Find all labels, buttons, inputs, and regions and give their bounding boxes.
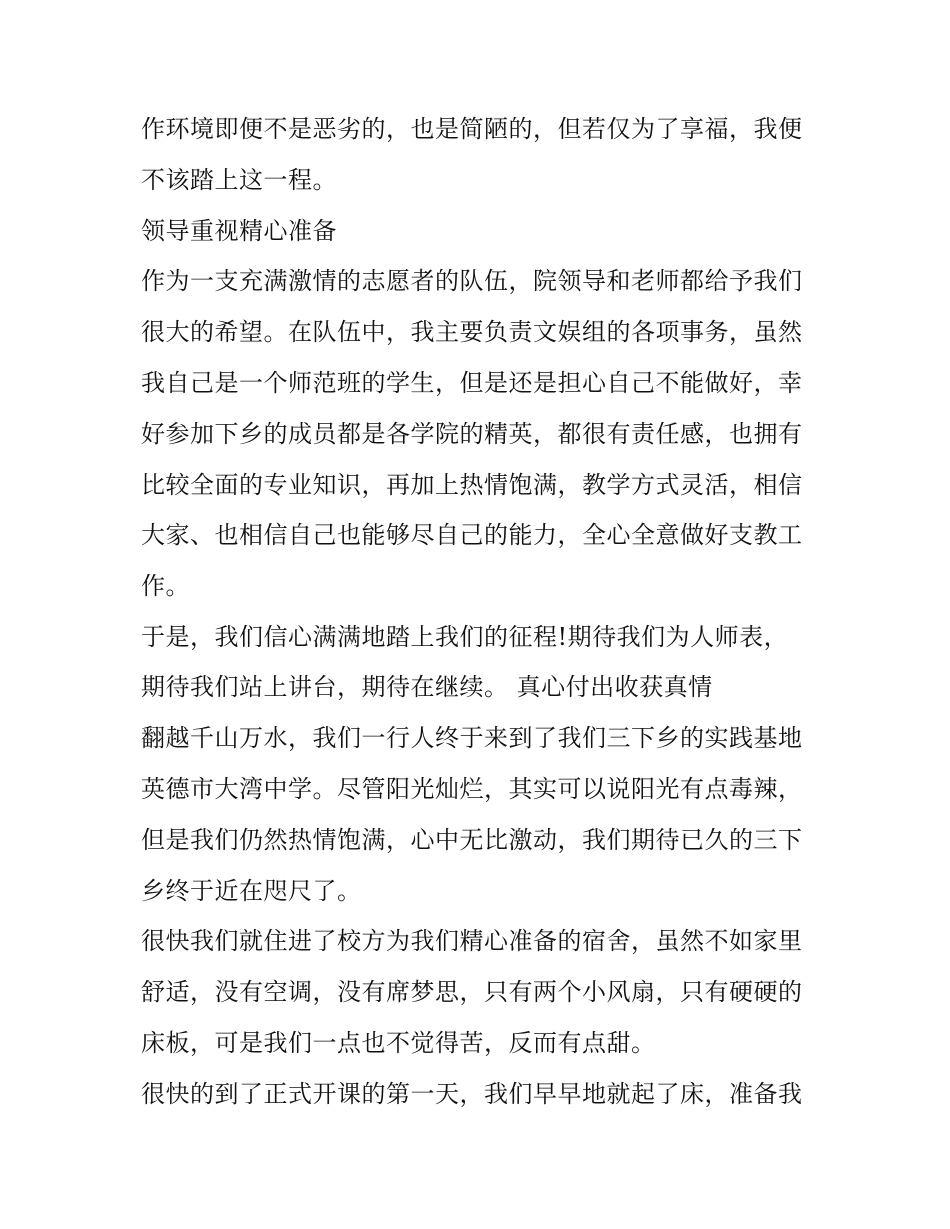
text-line: 于是，我们信心满满地踏上我们的征程!期待我们为人师表， [141,623,789,651]
text-line: 我自己是一个师范班的学生，但是还是担心自己不能做好，幸 [141,369,803,397]
text-line: 翻越千山万水，我们一行人终于来到了我们三下乡的实践基地 [141,724,803,752]
text-line: 作为一支充满激情的志愿者的队伍，院领导和老师都给予我们 [141,267,803,295]
text-line: 舒适，没有空调，没有席梦思，只有两个小风扇，只有硬硬的 [141,978,803,1006]
text-line: 期待我们站上讲台，期待在继续。 真心付出收获真情 [141,673,713,701]
text-line: 床板，可是我们一点也不觉得苦，反而有点甜。 [141,1029,656,1057]
text-line: 很大的希望。在队伍中，我主要负责文娱组的各项事务，虽然 [141,318,803,346]
text-line: 作环境即便不是恶劣的，也是简陋的，但若仅为了享福，我便 [141,115,803,143]
text-line: 比较全面的专业知识，再加上热情饱满，教学方式灵活，相信 [141,471,803,499]
text-line: 乡终于近在咫尺了。 [141,877,362,905]
text-line: 英德市大湾中学。尽管阳光灿烂，其实可以说阳光有点毒辣， [141,775,803,803]
section-heading: 领导重视精心准备 [141,217,337,245]
text-line: 好参加下乡的成员都是各学院的精英，都很有责任感，也拥有 [141,420,803,448]
text-line: 很快的到了正式开课的第一天，我们早早地就起了床，准备我 [141,1080,803,1108]
text-line: 很快我们就住进了校方为我们精心准备的宿舍，虽然不如家里 [141,927,803,955]
text-line: 大家、也相信自己也能够尽自己的能力，全心全意做好支教工 [141,521,803,549]
text-line: 作。 [141,572,190,600]
text-line: 但是我们仍然热情饱满，心中无比激动，我们期待已久的三下 [141,826,803,854]
text-line: 不该踏上这一程。 [141,166,337,194]
